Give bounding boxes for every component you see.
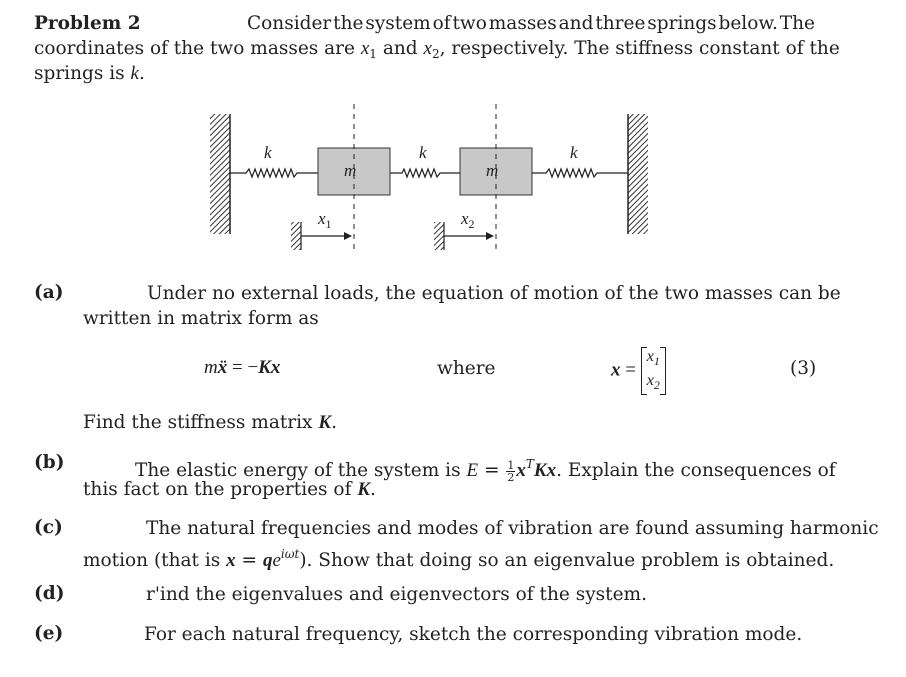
intro-word: of	[432, 13, 451, 34]
vec-entry-2: $x_2$	[646, 372, 660, 392]
c-x: x	[226, 550, 236, 571]
b-text: The elastic energy of the system is	[135, 460, 467, 481]
where-text: where	[437, 358, 496, 379]
find-K: K	[318, 412, 332, 433]
coord-label-2	[461, 209, 475, 232]
vec-equals: =	[620, 359, 636, 381]
b-period: .	[370, 479, 376, 500]
b-half: $\frac{1}{2}$	[507, 458, 515, 484]
var-k: k	[130, 63, 139, 84]
line-text: The natural frequencies and modes of vibration are found assuming harmonic	[146, 518, 879, 539]
c-e: e	[272, 550, 281, 571]
eq-xddot: ẍ	[217, 357, 228, 378]
var-x1: x	[360, 38, 370, 59]
mass-label-1: m	[344, 161, 357, 180]
b-T: T	[525, 457, 534, 471]
b-K-2: K	[357, 479, 370, 500]
spring-1	[230, 169, 318, 177]
problem-title: Problem 2	[34, 13, 141, 34]
coord-x1: x	[318, 209, 326, 228]
intro-text-3: springs is	[34, 63, 131, 84]
intro-word: and	[558, 13, 594, 34]
part-c-line-1	[146, 517, 879, 541]
coord-x2-sub: 2	[468, 217, 475, 231]
part-d-label: (d)	[34, 583, 65, 604]
b-E: E	[466, 460, 479, 481]
x-vector	[641, 347, 666, 395]
part-c-line-2	[83, 542, 834, 573]
b-text-2: . Explain the consequences of	[556, 460, 836, 481]
part-b-line-2	[83, 478, 376, 502]
c-q: q	[262, 550, 273, 571]
arrow-x2	[444, 232, 494, 240]
intro-word: system	[365, 13, 431, 34]
intro-word: the	[333, 13, 364, 34]
vec-entry-1: $x_1$	[646, 348, 660, 368]
line-text: Under no external loads, the equation of motion of the two masses can be	[147, 283, 841, 304]
intro-text-2: , respectively. The stiffness constant of the	[439, 38, 840, 59]
intro-period: .	[138, 63, 145, 84]
coord-x2: x	[461, 209, 469, 228]
spring-3	[532, 169, 628, 177]
intro-word: Consider	[247, 13, 332, 34]
x-vector-def	[611, 347, 666, 395]
equation-of-motion	[204, 357, 280, 379]
var-x2: x	[423, 38, 432, 59]
vec-x: x	[611, 359, 621, 381]
part-c-label: (c)	[34, 517, 63, 538]
c-text: motion (that is	[83, 550, 227, 571]
part-a-line-1	[147, 282, 841, 306]
spring-2	[390, 169, 460, 177]
mass-label-2: m	[486, 161, 499, 180]
part-e-text: For each natural frequency, sketch the corresponding vibration mode.	[144, 624, 803, 645]
equation-number: (3)	[790, 358, 817, 379]
coord-x1-sub: 1	[325, 217, 332, 231]
arrow-x1	[301, 232, 352, 240]
intro-word: masses	[488, 13, 557, 34]
right-wall	[628, 114, 648, 234]
intro-word: The	[779, 13, 815, 34]
left-wall	[210, 114, 230, 234]
eq-x: x	[270, 357, 281, 378]
b-x2: x	[546, 460, 557, 481]
b-equals: =	[478, 460, 506, 481]
part-a-label: (a)	[34, 282, 64, 303]
intro-text: coordinates of the two masses are	[34, 38, 361, 59]
c-text-2: ). Show that doing so an eigenvalue problem is obtained.	[299, 550, 835, 571]
part-e-label: (e)	[34, 623, 64, 644]
intro-word: below.	[718, 13, 778, 34]
b-K: K	[533, 460, 547, 481]
part-d-text: r'ind the eigenvalues and eigenvectors of the system.	[146, 584, 647, 605]
var-x2-sub: 2	[431, 47, 440, 61]
b-text-3: this fact on the properties of	[83, 479, 358, 500]
spring-label-3: k	[570, 143, 578, 162]
eq-K: K	[258, 357, 271, 378]
intro-word: two	[452, 13, 487, 34]
intro-word: three	[595, 13, 646, 34]
c-equals: =	[235, 550, 263, 571]
mass-spring-figure	[0, 0, 906, 280]
part-a-line-2: written in matrix form as	[83, 308, 319, 329]
eq-m: m	[204, 357, 218, 378]
intro-word: springs	[647, 13, 717, 34]
intro-and: and	[376, 38, 424, 59]
find-text: Find the stiffness matrix	[83, 412, 319, 433]
part-a-find	[83, 411, 337, 435]
eq-equals: = −	[227, 357, 259, 378]
coord-label-1	[318, 209, 332, 232]
b-x: x	[516, 460, 526, 481]
spring-label-1: k	[264, 143, 272, 162]
ground-ref-1	[291, 222, 301, 250]
var-x1-sub: 1	[369, 47, 377, 61]
spring-label-2: k	[419, 143, 427, 162]
c-exp: iωt	[280, 547, 300, 561]
part-b-label: (b)	[34, 452, 65, 473]
find-period: .	[331, 412, 337, 433]
ground-ref-2	[434, 222, 444, 250]
